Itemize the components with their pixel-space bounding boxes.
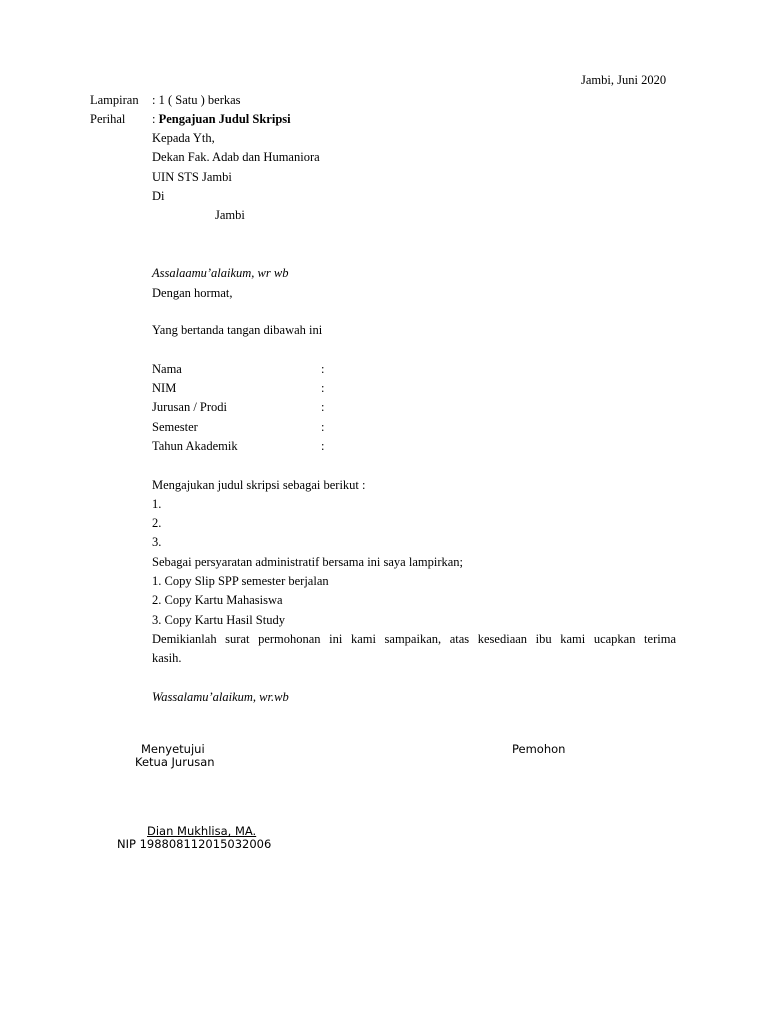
recipient-line-1: Kepada Yth, <box>152 131 215 145</box>
attachment-item-2: 2. Copy Kartu Mahasiswa <box>152 593 283 607</box>
field-label-jurusan: Jurusan / Prodi <box>152 400 227 414</box>
perihal-value: Pengajuan Judul Skripsi <box>158 112 291 126</box>
title-item-3: 3. <box>152 535 162 549</box>
field-colon-jurusan: : <box>321 400 325 414</box>
field-colon-tahun: : <box>321 439 325 453</box>
approver-nip: NIP 198808112015032006 <box>117 837 272 851</box>
attachment-item-1: 1. Copy Slip SPP semester berjalan <box>152 574 329 588</box>
perihal-line <box>152 111 291 127</box>
closing-line-1: Demikianlah surat permohonan ini kami sampaikan, atas kesediaan ibu kami ucapkan terima <box>152 632 676 646</box>
recipient-line-3: UIN STS Jambi <box>152 170 232 184</box>
recipient-line-2: Dekan Fak. Adab dan Humaniora <box>152 150 320 164</box>
closing-salam: Wassalamu’alaikum, wr.wb <box>152 690 289 704</box>
intro-line: Yang bertanda tangan dibawah ini <box>152 323 323 337</box>
approver-name: Dian Mukhlisa, MA. <box>147 824 257 838</box>
attachments-intro: Sebagai persyaratan administratif bersama ini saya lampirkan; <box>152 555 463 569</box>
lampiran-value: : 1 ( Satu ) berkas <box>152 93 241 107</box>
field-label-nim: NIM <box>152 381 177 395</box>
recipient-line-5: Jambi <box>215 208 245 222</box>
title-item-2: 2. <box>152 516 162 530</box>
opening-salam: Assalaamu’alaikum, wr wb <box>152 266 289 280</box>
applicant-label: Pemohon <box>512 742 566 756</box>
perihal-colon: : <box>152 112 159 126</box>
field-label-nama: Nama <box>152 362 182 376</box>
approve-role: Ketua Jurusan <box>135 755 215 769</box>
field-label-tahun: Tahun Akademik <box>152 439 238 453</box>
closing-line-2: kasih. <box>152 651 182 665</box>
recipient-line-4: Di <box>152 189 165 203</box>
titles-intro: Mengajukan judul skripsi sebagai berikut : <box>152 478 366 492</box>
lampiran-label: Lampiran <box>90 93 139 107</box>
title-item-1: 1. <box>152 497 162 511</box>
field-colon-nama: : <box>321 362 325 376</box>
field-label-semester: Semester <box>152 420 198 434</box>
field-colon-nim: : <box>321 381 325 395</box>
attachment-item-3: 3. Copy Kartu Hasil Study <box>152 613 285 627</box>
date-line: Jambi, Juni 2020 <box>581 73 667 87</box>
greeting: Dengan hormat, <box>152 286 233 300</box>
field-colon-semester: : <box>321 420 325 434</box>
perihal-label: Perihal <box>90 112 126 126</box>
approve-label: Menyetujui <box>141 742 205 756</box>
